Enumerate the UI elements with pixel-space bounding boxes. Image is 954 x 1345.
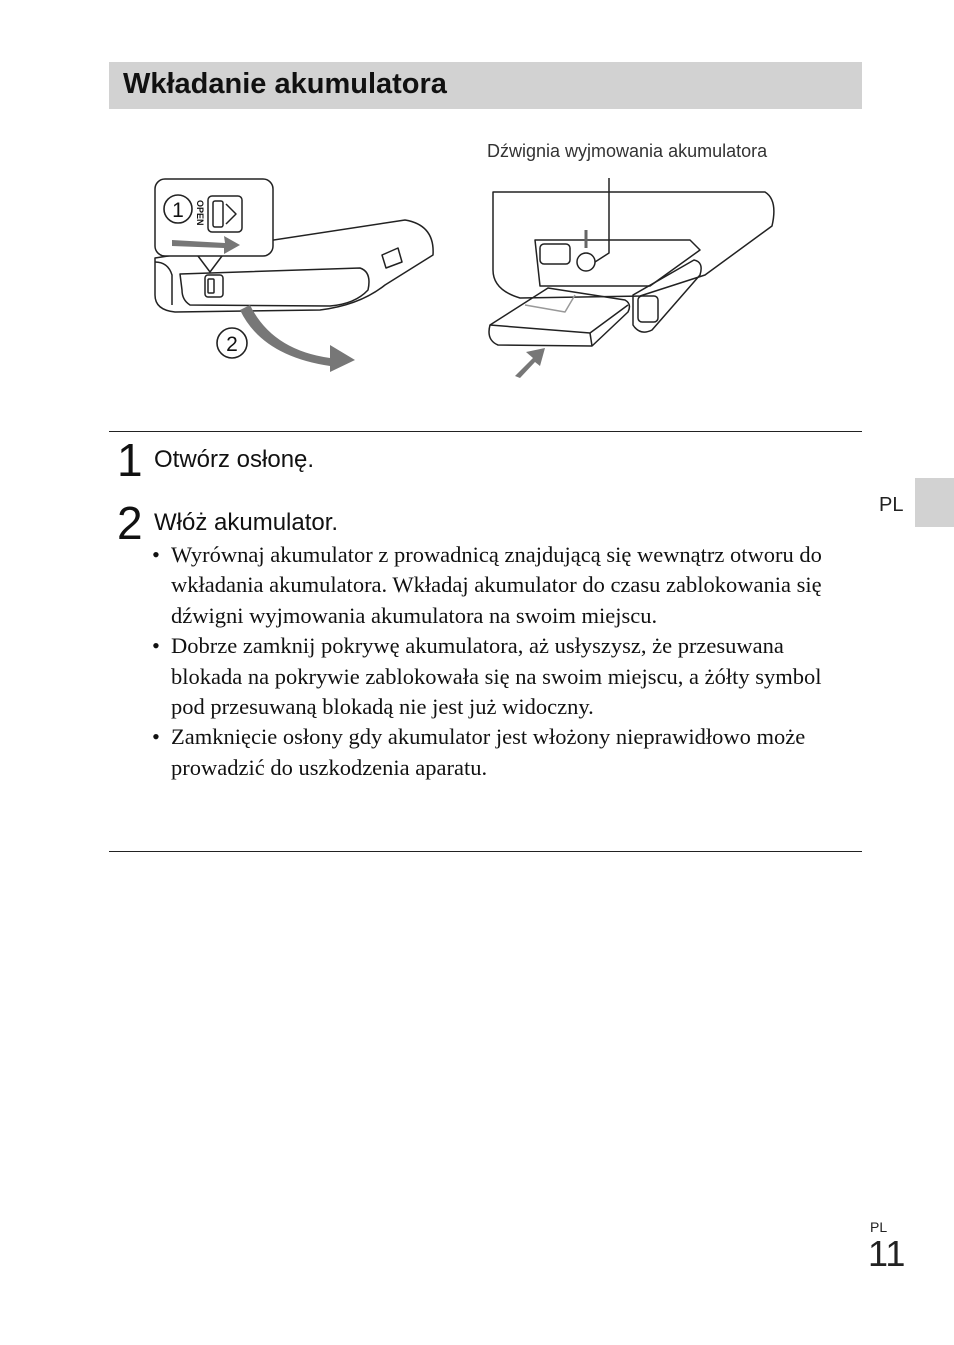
step-1-number: 1 <box>117 434 143 486</box>
step-2-number: 2 <box>117 497 143 549</box>
insert-arrow <box>515 348 545 378</box>
steps-bottom-rule <box>109 851 862 852</box>
battery-insertion-illustration <box>150 170 790 380</box>
note-item: • Dobrze zamknij pokrywę akumulatora, aż usłyszysz, że przesuwana blokada na pokrywie zablokowała się na swoim miejscu, a żółty symbol pod przesuwaną blokadą nie jest już widoczny. <box>152 631 857 722</box>
battery-slot <box>535 240 700 286</box>
footer-language: PL <box>870 1219 888 1235</box>
steps-top-rule <box>109 431 862 432</box>
strap-lug <box>382 248 402 268</box>
page-number: 11 <box>868 1233 906 1274</box>
note-item: • Zamknięcie osłony gdy akumulator jest włożony nieprawidłowo może prowadzić do uszkodzenia aparatu. <box>152 722 857 783</box>
side-language-tab <box>915 478 954 527</box>
note-item: • Wyrównaj akumulator z prowadnicą znajdującą się wewnątrz otworu do wkładania akumulatora. Wkładaj akumulator do czasu zablokowania się dźwigni wyjmowania akumulatora na swoim miejscu. <box>152 540 857 631</box>
step-2-notes <box>152 540 857 783</box>
open-lever-label: OPEN <box>195 200 205 226</box>
lever-callout-label: Dźwignia wyjmowania akumulatora <box>487 141 768 161</box>
step-1-title: Otwórz osłonę. <box>154 446 315 473</box>
release-lever <box>577 253 595 271</box>
section-title: Wkładanie akumulatora <box>123 68 447 100</box>
open-arrow <box>240 305 355 372</box>
marker-1: 1 <box>172 199 184 222</box>
side-language-label: PL <box>879 494 904 516</box>
marker-2: 2 <box>226 333 238 356</box>
step-2-title: Włóż akumulator. <box>154 509 339 536</box>
section-title-bar <box>109 62 862 109</box>
